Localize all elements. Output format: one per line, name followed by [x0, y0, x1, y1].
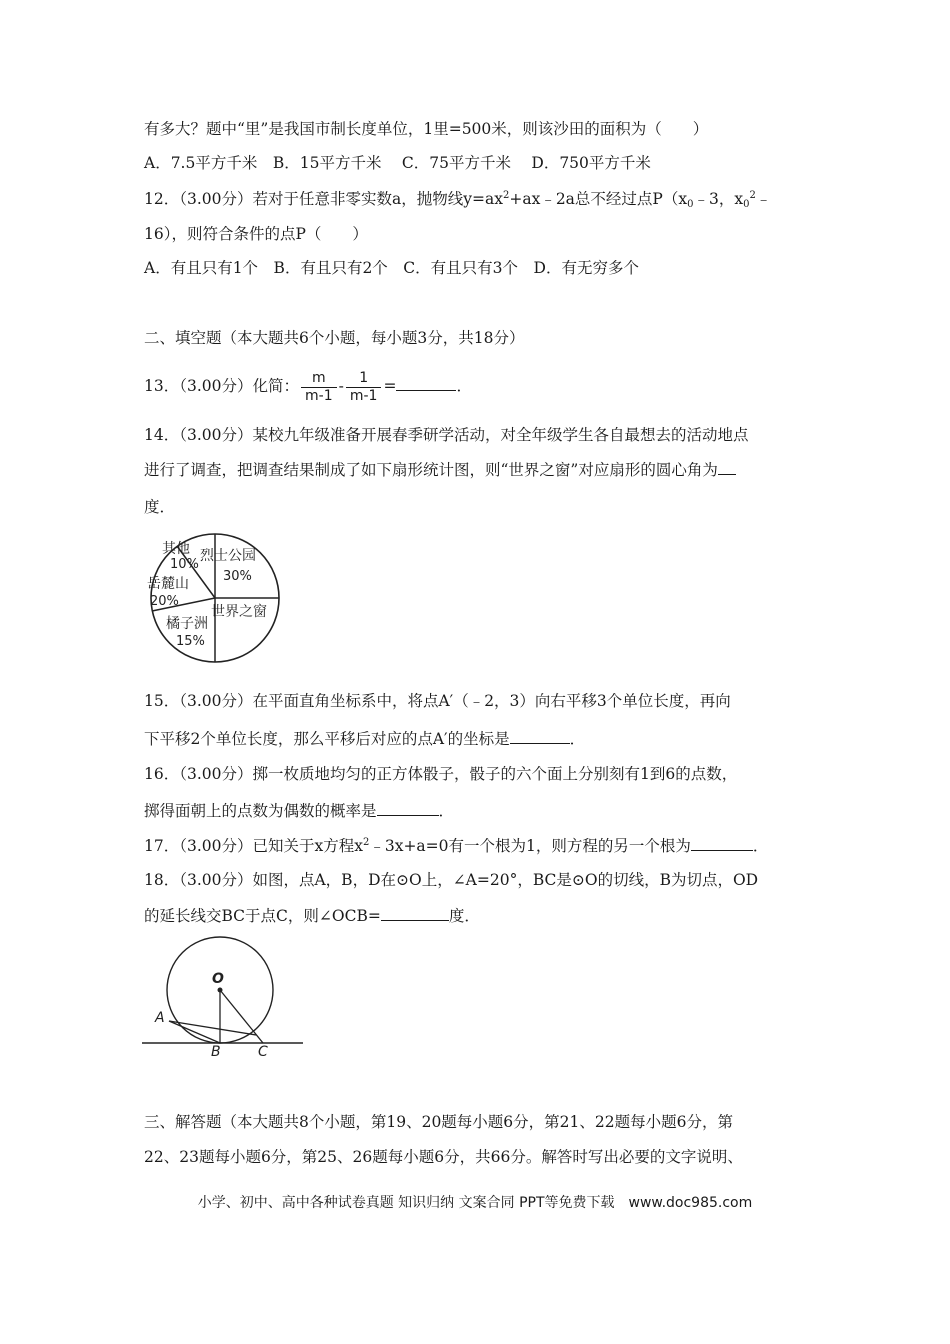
q13-equals: =	[383, 377, 397, 395]
pie-label-yuelu: 岳麓山	[147, 576, 189, 592]
q13-fraction-2	[346, 370, 382, 405]
q12-part-c: ﹣3，x	[693, 190, 744, 208]
q13-text	[144, 368, 472, 405]
q14-text-2	[144, 460, 736, 480]
q12-exp: 2	[502, 190, 510, 201]
q12-text	[144, 189, 771, 212]
q17-exp: 2	[362, 837, 370, 848]
pie-label-qita: 其他	[162, 541, 190, 557]
q15-end: ．	[569, 730, 586, 748]
q11-text: 有多大？题中“里”是我国市制长度单位，1里=500米，则该沙田的面积为（ ）	[144, 120, 709, 138]
section3-text: 三、解答题（本大题共8个小题，第19、20题每小题6分，第21、22题每小题6分，第	[144, 1113, 733, 1131]
q17-answer-blank	[691, 836, 753, 851]
pie-pct-yuelu: 20%	[150, 594, 179, 609]
q13-frac1-den: m-1	[305, 387, 333, 404]
q12-sub2: 0	[743, 199, 750, 210]
pie-pct-lieshi: 30%	[223, 569, 252, 584]
q15-text-2	[144, 729, 585, 749]
q18-text-2	[144, 906, 480, 926]
q13-end: ．	[456, 377, 472, 395]
q17-end: ．	[752, 837, 769, 855]
section3-text-2: 22、23题每小题6分，第25、26题每小题6分，共66分。解答时写出必要的文字说明、	[144, 1148, 743, 1166]
section2-title: 二、填空题（本大题共6个小题，每小题3分，共18分）	[144, 329, 525, 347]
q15-answer-blank	[510, 729, 570, 744]
q12-options: A．有且只有1个 B．有且只有2个 C．有且只有3个 D．有无穷多个	[144, 259, 639, 277]
q14-text: 14．（3.00分）某校九年级准备开展春季研学活动，对全年级学生各自最想去的活动地点	[144, 426, 749, 444]
segment-ab	[169, 1021, 220, 1043]
pie-label-lieshi: 烈士公园	[200, 548, 256, 564]
point-o	[218, 988, 223, 993]
q12-part-d: ﹣	[755, 190, 772, 208]
page-footer: 小学、初中、高中各种试卷真题 知识归纳 文案合同 PPT等免费下载 www.doc985.com	[197, 1195, 753, 1211]
segment-oc	[220, 990, 263, 1043]
q18-text-2-content: 的延长线交BC于点C，则∠OCB=	[144, 907, 381, 925]
q14-answer-blank	[718, 460, 736, 475]
q16-text: 16．（3.00分）掷一枚质地均匀的正方体骰子，骰子的六个面上分别刻有1到6的点数，	[144, 765, 738, 783]
q12-exp2: 2	[749, 190, 756, 201]
q13-frac2-den: m-1	[349, 387, 378, 404]
q17-part-a: 17．（3.00分）已知关于x方程x	[144, 837, 363, 855]
circle-tangent-figure	[140, 935, 310, 1059]
q16-text-2	[144, 801, 454, 821]
q16-answer-blank	[377, 801, 439, 816]
q17-part-b: ﹣3x+a=0有一个根为1，则方程的另一个根为	[369, 837, 691, 855]
q12-part-a: 12．（3.00分）若对于任意非零实数a，抛物线y=ax	[144, 190, 503, 208]
q18-end: 度．	[448, 907, 480, 925]
q12-text-2: 16），则符合条件的点P（ ）	[144, 225, 368, 243]
q13-fraction-1	[301, 370, 337, 405]
q13-frac2-num: 1	[346, 370, 382, 388]
q11-options: A．7.5平方千米 B．15平方千米 C．75平方千米 D．750平方千米	[144, 154, 651, 172]
pie-pct-juzi: 15%	[176, 634, 205, 649]
pie-chart-figure	[140, 532, 290, 664]
label-o: O	[212, 971, 224, 987]
q18-answer-blank	[381, 906, 449, 921]
label-a: A	[155, 1010, 165, 1026]
q13-frac1-num: m	[301, 370, 337, 388]
q12-sub: 0	[687, 199, 694, 210]
q15-text-2-content: 下平移2个单位长度，那么平移后对应的点A′的坐标是	[144, 730, 510, 748]
pie-label-juzi: 橘子洲	[166, 616, 208, 632]
q15-text: 15．（3.00分）在平面直角坐标系中，将点A′（﹣2，3）向右平移3个单位长度，再向	[144, 692, 731, 710]
q13-minus: -	[338, 377, 344, 395]
q17-text	[144, 836, 768, 859]
pie-label-shijie: 世界之窗	[211, 604, 267, 620]
q13-prefix: 13．（3.00分）化简：	[144, 377, 299, 395]
pie-pct-qita: 10%	[170, 557, 199, 572]
q16-end: ．	[438, 802, 455, 820]
label-c: C	[258, 1044, 268, 1059]
segment-ad	[169, 1021, 256, 1035]
q13-answer-blank	[396, 376, 456, 391]
q14-text-2-content: 进行了调查，把调查结果制成了如下扇形统计图，则“世界之窗”对应扇形的圆心角为	[144, 461, 718, 479]
q14-text-3: 度．	[144, 498, 176, 516]
q18-text: 18．（3.00分）如图，点A，B，D在⊙O上，∠A=20°，BC是⊙O的切线，B为切点，OD	[144, 871, 759, 889]
label-b: B	[211, 1044, 221, 1059]
q12-part-b: +ax﹣2a总不经过点P（x	[509, 190, 688, 208]
q16-text-2-content: 掷得面朝上的点数为偶数的概率是	[144, 802, 377, 820]
